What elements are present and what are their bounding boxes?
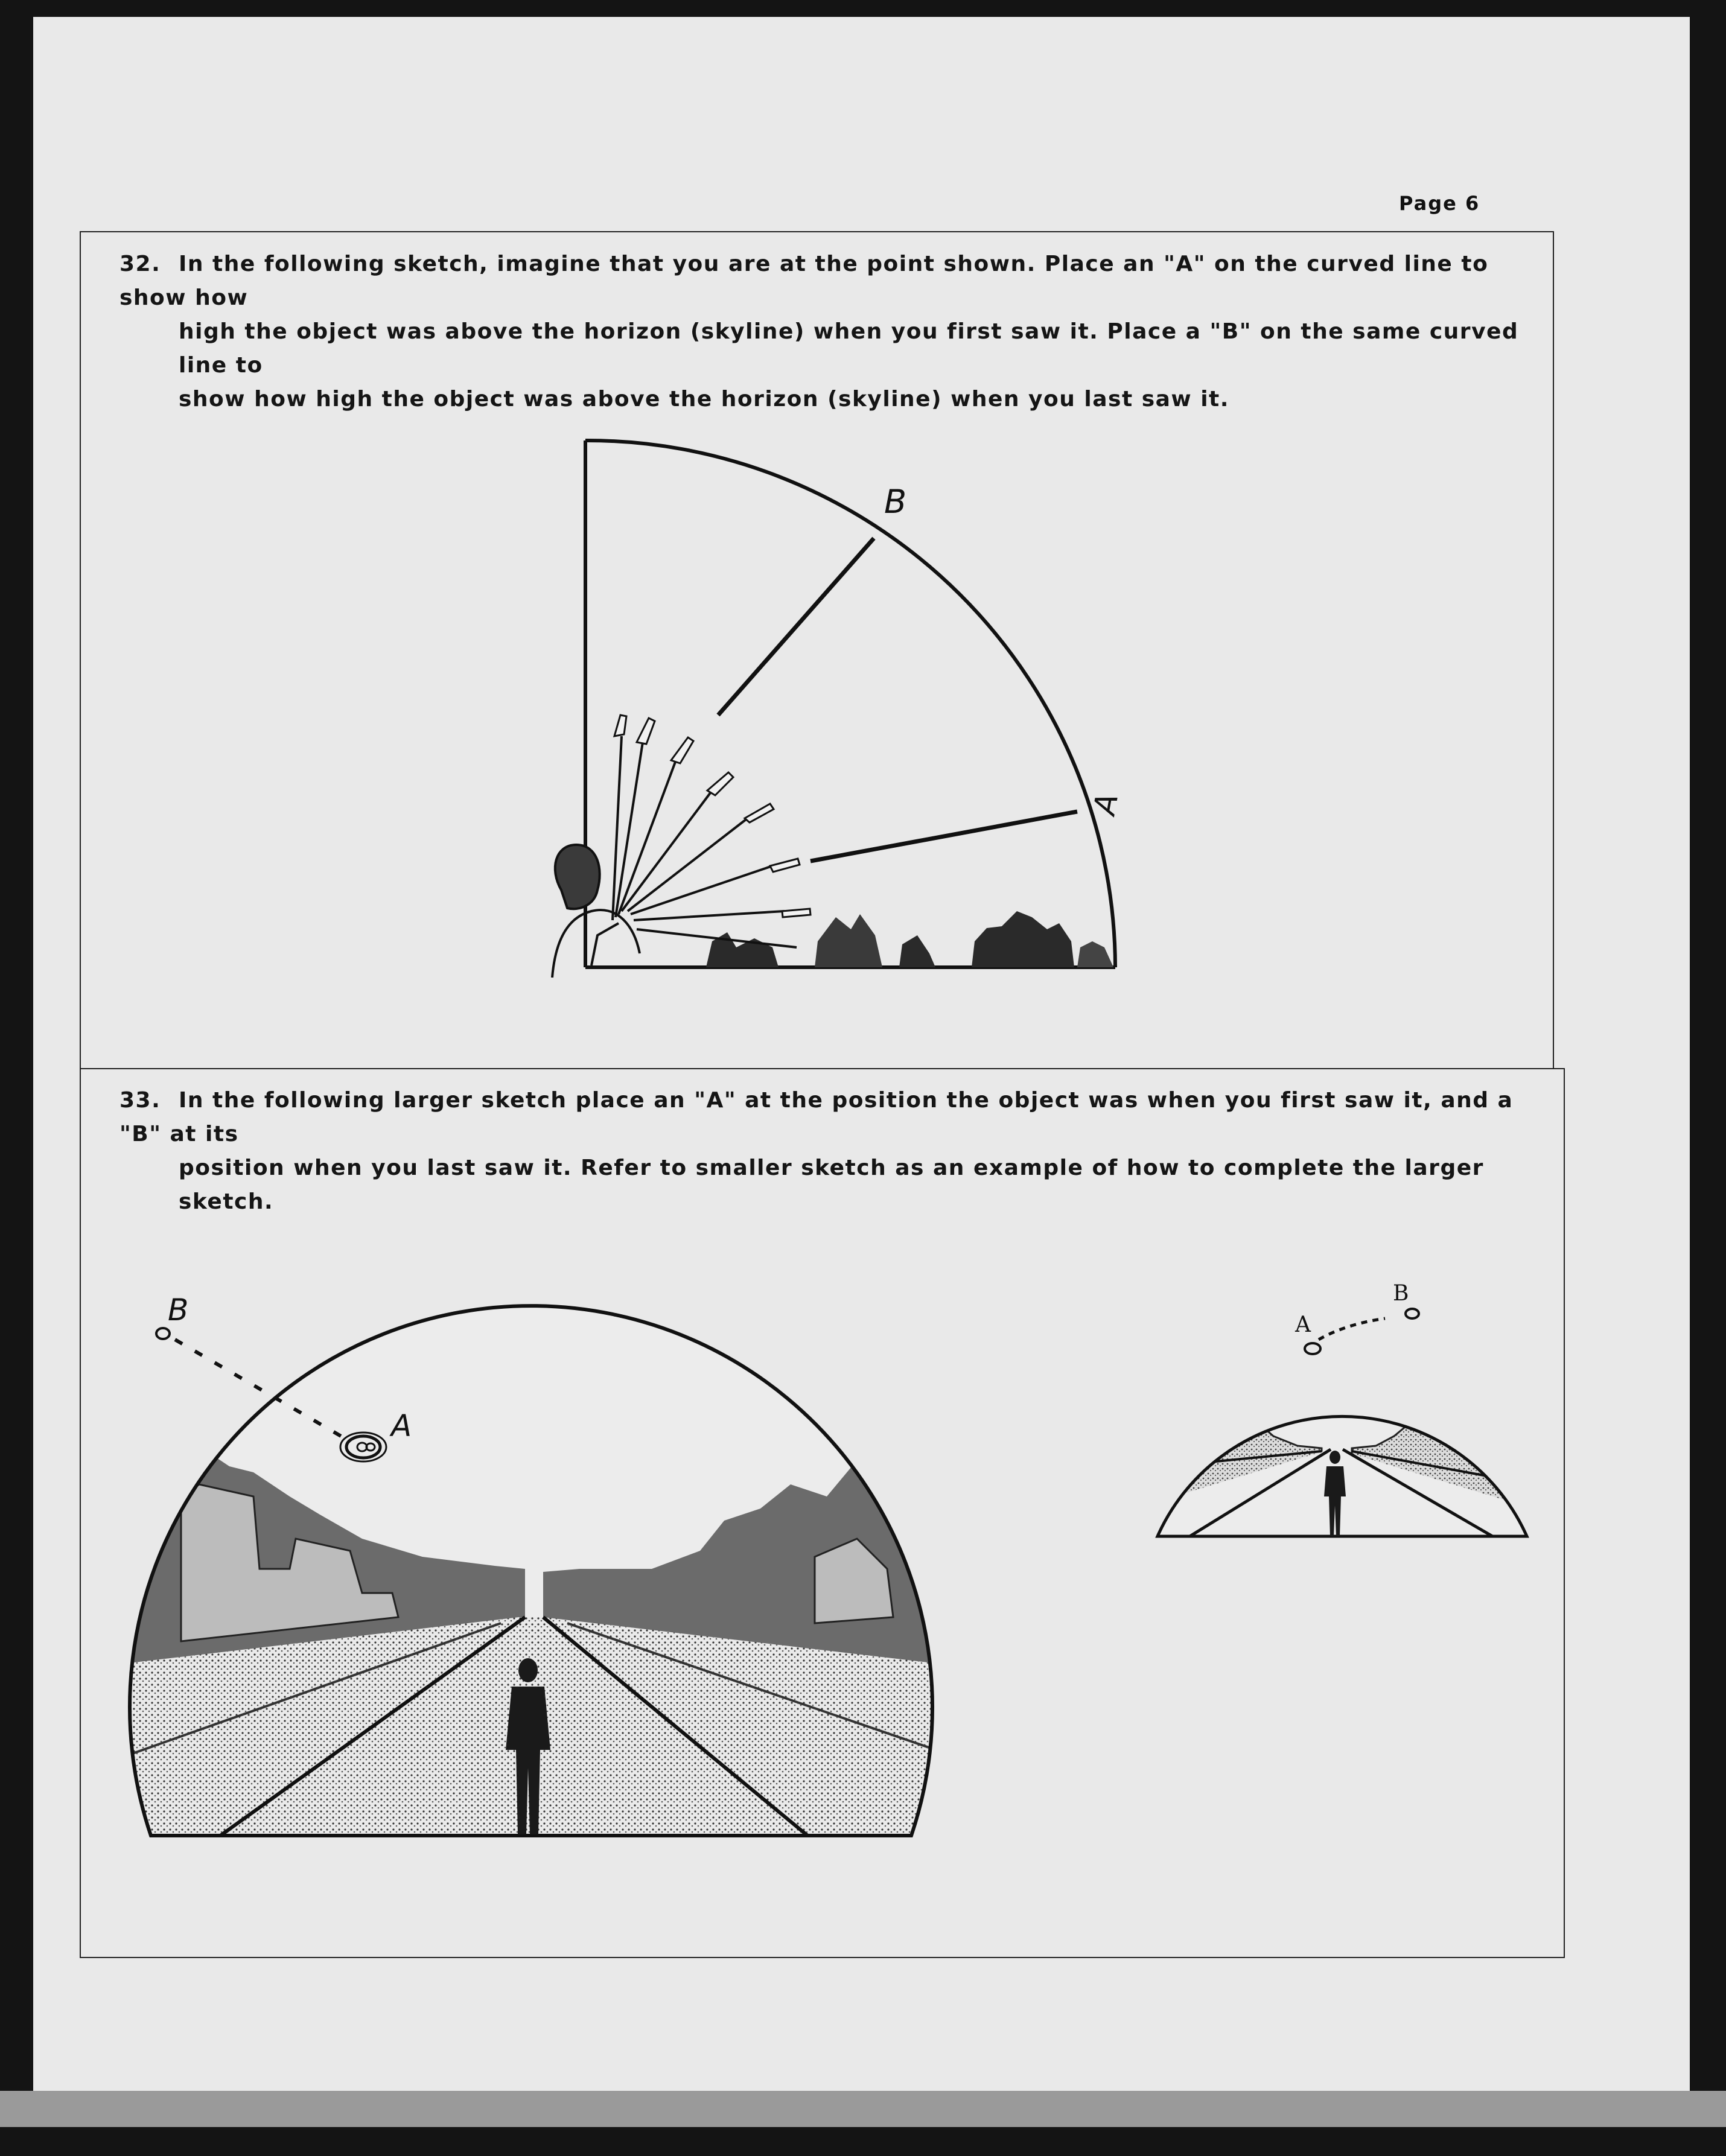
handwritten-mark-a: A [391,1408,412,1443]
elevation-quadrant-figure [513,422,1189,1014]
question-number: 32. [119,252,161,276]
question-line: position when you last saw it. Refer to smaller sketch as an example of how to complete the larger sketch. [179,1156,1484,1214]
scan-bottom-band [0,2091,1726,2127]
skyline-illustration [706,911,1113,967]
question-number: 33. [119,1088,161,1113]
question-line: In the following sketch, imagine that you are at the point shown. Place an "A" on the curved line to show how [119,252,1489,310]
sight-line-last [718,538,874,715]
elevation-arc[interactable] [585,440,1115,967]
example-street-sketch [1135,1255,1533,1545]
example-mark-a: A [1295,1312,1311,1337]
example-mark-b: B [1393,1281,1409,1306]
handwritten-mark-b: B [168,1293,189,1328]
question-line: high the object was above the horizon (skyline) when you first saw it. Place a "B" on the same curved line to [179,319,1519,378]
handwritten-mark-b: B [884,483,907,521]
handwritten-mark-a: A [1086,790,1126,818]
example-answer-path [1305,1309,1419,1354]
sight-line-first [810,812,1077,861]
question-line: show how high the object was above the horizon (skyline) when you last saw it. [179,387,1229,412]
question-line: In the following larger sketch place an "A" at the position the object was when you first saw it, and a "B" at its [119,1088,1514,1146]
large-street-sketch [109,1255,954,1846]
question-32-text [119,247,1520,416]
question-33-text [119,1084,1532,1219]
page-number: Page 6 [1399,192,1480,215]
